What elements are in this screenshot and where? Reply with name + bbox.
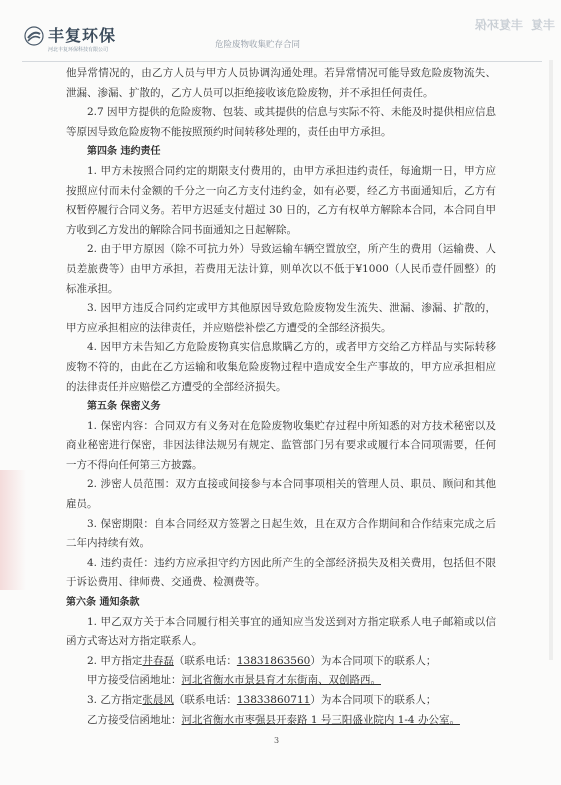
header-divider xyxy=(22,61,542,62)
document-title: 危险废物收集贮存合同 xyxy=(215,40,301,50)
section-heading: 第五条 保密义务 xyxy=(87,401,161,413)
contract-body xyxy=(66,64,496,730)
party-a-address: 河北省衡水市景县育才东街南、双创路西。 xyxy=(181,674,381,687)
party-a-address-line: 甲方接受信函地址：河北省衡水市景县育才东街南、双创路西。 xyxy=(87,674,381,687)
section-heading: 第六条 通知条款 xyxy=(66,597,140,609)
page-header xyxy=(0,0,561,62)
page-edge-shadow xyxy=(549,60,553,660)
paragraph: 1. 保密内容：合同双方有义务对在危险废物收集贮存过程中所知悉的对方技术秘密以及商业秘密进行保密，非因法律法规另有规定、监管部门另有要求或履行本合同项需要，任何一方不得向任何第三方披露。 xyxy=(66,419,496,471)
paragraph: 2. 涉密人员范围：双方直接或间接参与本合同事项相关的管理人员、职员、顾问和其他雇员。 xyxy=(66,478,496,511)
paragraph: 4. 因甲方未告知乙方危险废物真实信息欺瞒乙方的，或者甲方交给乙方样品与实际转移废物不符的，由此在乙方运输和收集危险废物过程中造成安全生产事故的，甲方应承担相应的法律责任并应赔偿乙方遭受的全部经济损失。 xyxy=(66,341,496,393)
brand-subtitle: 河北丰复环保科技有限公司 xyxy=(48,47,109,53)
paragraph: 1. 甲方未按照合同约定的期限支付费用的，由甲方承担违约责任，每逾期一日，甲方应按照应付而未付金额的千分之一向乙方支付违约金，如有必要，经乙方书面通知后，乙方有权暂停履行合同义务。若甲方迟延支付超过 30 日的，乙方有权单方解除本合同，本合同自甲方收到乙方发出的解除合同书面通知之日起解除。 xyxy=(66,164,496,236)
paragraph: 1. 甲乙双方关于本合同履行相关事宜的通知应当发送到对方指定联系人电子邮箱或以信函方式寄达对方指定联系人。 xyxy=(66,615,496,648)
party-b-phone: 13833860711 xyxy=(236,694,311,706)
party-a-phone: 13831863560 xyxy=(236,654,311,667)
party-b-address-line: 乙方接受信函地址：河北省衡水市枣强县开泰路 1 号三阳盛业院内 1-4 办公室。 xyxy=(87,713,460,726)
paragraph: 2.7 因甲方提供的危险废物、包装、或其提供的信息与实际不符、未能及时提供相应信息等原因导致危险废物不能按照预约时间转移处理的，责任由甲方承担。 xyxy=(66,106,496,138)
page-number: 3 xyxy=(274,736,280,745)
brand-name: 丰复环保 xyxy=(48,26,117,45)
paragraph: 他异常情况的，由乙方人员与甲方人员协调沟通处理。若异常情况可能导致危险废物流失、泄漏、渗漏、扩散的，乙方人员可以拒绝接收该危险废物，并不承担任何责任。 xyxy=(66,67,496,99)
show-through-brand: 丰复丰复环保 xyxy=(474,18,555,32)
party-a-contact-name: 井春磊 xyxy=(142,654,174,667)
contact-party-b: 3. 乙方指定张晨风（联系电话：13833860711）为本合同项下的联系人； xyxy=(87,694,437,706)
seal-stamp-edge xyxy=(0,470,26,590)
paragraph: 3. 因甲方违反合同约定或甲方其他原因导致危险废物发生流失、泄漏、渗漏、扩散的，甲方应承担相应的法律责任，并应赔偿补偿乙方遭受的全部经济损失。 xyxy=(66,302,496,334)
party-b-contact-name: 张晨风 xyxy=(142,694,174,706)
paragraph: 4. 违约责任：违约方应承担守约方因此所产生的全部经济损失及相关费用，包括但不限于诉讼费用、律师费、交通费、检测费等。 xyxy=(66,556,496,589)
section-heading: 第四条 违约责任 xyxy=(87,146,161,158)
contact-party-a: 2. 甲方指定井春磊（联系电话：13831863560）为本合同项下的联系人； xyxy=(87,654,437,667)
paragraph: 3. 保密期限：自本合同经双方签署之日起生效，且在双方合作期间和合作结束完成之后二年内持续有效。 xyxy=(66,517,496,550)
paragraph: 2. 由于甲方原因（除不可抗力外）导致运输车辆空置放空，所产生的费用（运输费、人员差旅费等）由甲方承担，若费用无法计算，则单次以不低于¥1000（人民币壹仟圆整）的标准承担。 xyxy=(66,243,496,295)
party-b-address: 河北省衡水市枣强县开泰路 1 号三阳盛业院内 1-4 办公室。 xyxy=(181,713,460,726)
brand-logo-icon xyxy=(24,26,44,46)
